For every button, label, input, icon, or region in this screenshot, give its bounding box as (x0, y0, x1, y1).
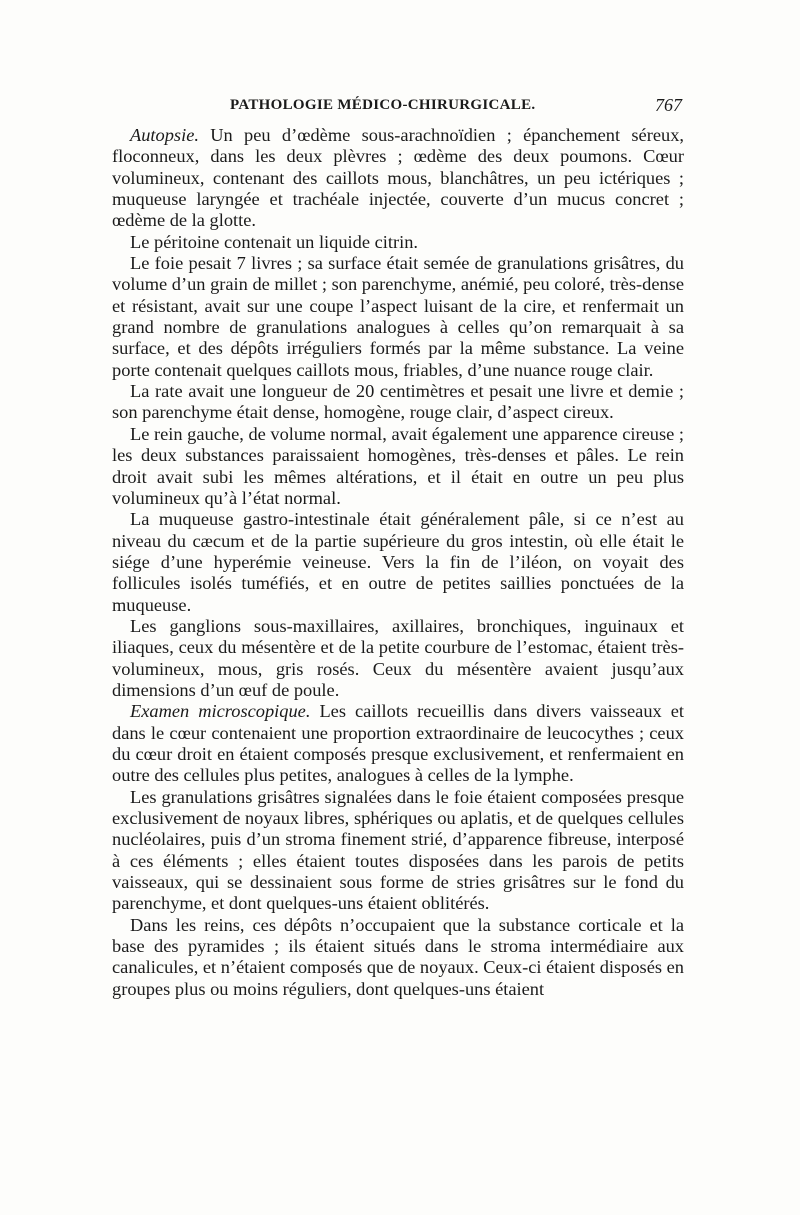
paragraph-peritoine (112, 232, 684, 253)
paragraph-text: Un peu d’œdème sous-arachnoïdien ; épanchement séreux, floconneux, dans les deux plèvres ; œdème des deux poumons. Cœur volumineux, contenant des caillots mous, blanchâtres, un peu ictériques ; muqueuse laryngée et trachéale injectée, couverte d’un mucus concret ; œdème de la glotte. (112, 125, 684, 231)
paragraph-text: Le rein gauche, de volume normal, avait également une apparence cireuse ; les deux substances paraissaient homogènes, très-denses et pâles. Le rein droit avait subi les mêmes altérations, et il était en outre un peu plus volumineux qu’à l’état normal. (112, 423, 685, 508)
paragraph-foie (112, 253, 684, 381)
paragraph-text: Le péritoine contenait un liquide citrin. (130, 231, 419, 252)
paragraph-autopsie (112, 125, 684, 232)
page-header (112, 97, 682, 121)
paragraph-examen-microscopique (112, 701, 684, 786)
body-text (112, 125, 684, 1000)
paragraph-text: Les granulations grisâtres signalées dans le foie étaient composées presque exclusivement de noyaux libres, sphériques ou aplatis, et de quelques cellules nucléolaires, puis d’un stroma finement strié, d’apparence fibreuse, interposé à ces éléments ; elles étaient toutes disposées dans les parois de petits vaisseaux, qui se dessinaient sous forme de stries grisâtres sur le fond du parenchyme, et dont quelques-uns étaient oblitérés. (112, 786, 684, 914)
paragraph-reins (112, 424, 684, 509)
paragraph-lead: Autopsie. (130, 125, 199, 145)
page-number: 767 (655, 95, 682, 115)
paragraph-muqueuse (112, 509, 684, 616)
paragraph-text: La rate avait une longueur de 20 centimètres et pesait une livre et demie ; son parenchyme était dense, homogène, rouge clair, d’aspect cireux. (112, 381, 684, 423)
paragraph-lead: Examen microscopique. (130, 701, 311, 722)
paragraph-text: La muqueuse gastro-intestinale était généralement pâle, si ce n’est au niveau du cæcum et de la partie supérieure du gros intestin, où elle était le siége d’une hyperémie veineuse. Vers la fin de l’iléon, on voyait des follicules isolés tuméfiés, et en outre de petites saillies ponctuées de la muqueuse. (112, 509, 684, 615)
running-title: PATHOLOGIE MÉDICO-CHIRURGICALE. (230, 97, 536, 113)
paragraph-text: Les caillots recueillis dans divers vaisseaux et dans le cœur contenaient une proportion extraordinaire de leucocythes ; ceux du cœur droit en étaient composés presque exclusivement, et renfermaient en outre des cellules plus petites, analogues à celles de la lymphe. (112, 701, 684, 786)
paragraph-depots-reins (112, 915, 684, 1000)
paragraph-text: Dans les reins, ces dépôts n’occupaient que la substance corticale et la base des pyramides ; ils étaient situés dans le stroma intermédiaire aux canalicules, et n’étaient composés que de noyaux. Ceux-ci étaient disposés en groupes plus ou moins réguliers, dont quelques-uns étaient (112, 914, 684, 999)
paragraph-ganglions (112, 616, 684, 701)
paragraph-text: Le foie pesait 7 livres ; sa surface était semée de granulations grisâtres, du volume d’un grain de millet ; son parenchyme, anémié, peu coloré, très-dense et résistant, avait sur une coupe l’aspect luisant de la cire, et renfermait un grand nombre de granulations analogues à celles qu’on remarquait à sa surface, et des dépôts irréguliers formés par la même substance. La veine porte contenait quelques caillots mous, friables, d’une nuance rouge clair. (112, 253, 684, 380)
paragraph-granulations (112, 787, 684, 915)
paragraph-text: Les ganglions sous-maxillaires, axillaires, bronchiques, inguinaux et iliaques, ceux du mésentère et de la petite courbure de l’estomac, étaient très-volumineux, mous, gris rosés. Ceux du mésentère avaient jusqu’aux dimensions d’un œuf de poule. (112, 615, 684, 700)
paragraph-rate (112, 381, 684, 424)
